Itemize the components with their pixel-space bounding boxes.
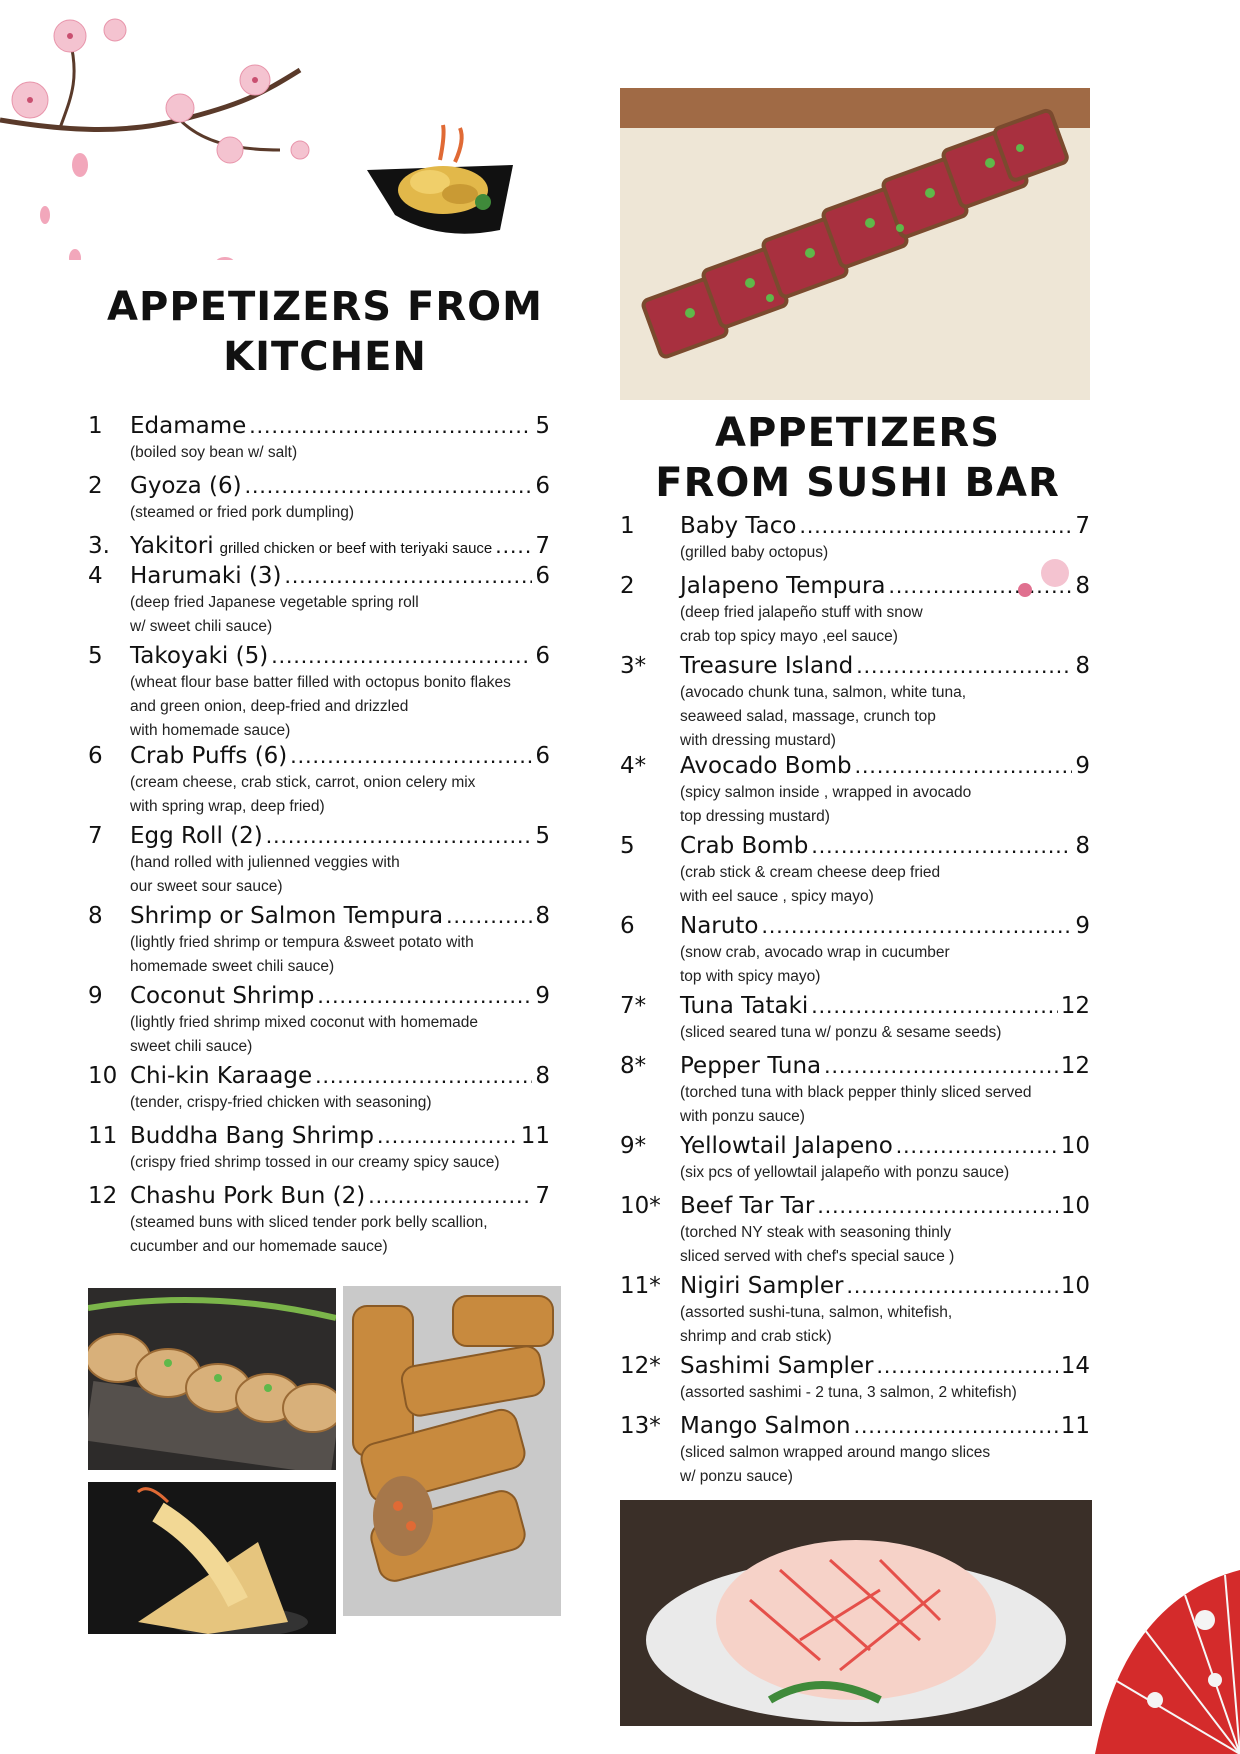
item-inline-description: grilled chicken or beef with teriyaki sauce xyxy=(219,540,493,557)
item-number: 11* xyxy=(620,1273,661,1299)
item-description: (sliced salmon wrapped around mango slices w/ ponzu sauce) xyxy=(680,1444,991,1485)
item-number: 3* xyxy=(620,653,647,679)
item-number: 5 xyxy=(88,643,103,669)
item-number: 4* xyxy=(620,753,647,779)
small-blossom-icon xyxy=(1005,548,1085,608)
dot-leader xyxy=(377,1122,518,1149)
dot-leader xyxy=(856,652,1072,679)
item-description: (torched tuna with black pepper thinly sliced served with ponzu sauce) xyxy=(680,1084,1032,1125)
dot-leader xyxy=(266,822,533,849)
menu-item xyxy=(620,1132,1090,1185)
menu-item-line xyxy=(88,982,550,1009)
item-price: 7 xyxy=(535,533,550,559)
item-price: 11 xyxy=(1060,1413,1090,1439)
item-price: 5 xyxy=(535,413,550,439)
item-description: (snow crab, avocado wrap in cucumber top with spicy mayo) xyxy=(680,944,950,985)
dot-leader xyxy=(761,912,1072,939)
title-line-2: FROM SUSHI BAR xyxy=(655,460,1060,506)
menu-item-line xyxy=(88,902,550,929)
item-price: 8 xyxy=(1075,833,1090,859)
item-name: Naruto xyxy=(680,913,759,939)
item-description: (steamed or fried pork dumpling) xyxy=(130,504,354,521)
item-name: Chi-kin Karaage xyxy=(130,1063,313,1089)
menu-item xyxy=(620,752,1090,829)
menu-item xyxy=(88,532,550,559)
japanese-fan-icon xyxy=(1085,1560,1240,1754)
dot-leader xyxy=(811,992,1057,1019)
item-description: (tender, crispy-fried chicken with seasoning) xyxy=(130,1094,432,1111)
item-name: Shrimp or Salmon Tempura xyxy=(130,903,444,929)
dot-leader xyxy=(315,1062,532,1089)
item-description: (boiled soy bean w/ salt) xyxy=(130,444,298,461)
item-number: 10 xyxy=(88,1063,118,1089)
item-name: Edamame xyxy=(130,413,247,439)
menu-item xyxy=(620,992,1090,1045)
item-description: (sliced seared tuna w/ ponzu & sesame seeds) xyxy=(680,1024,1002,1041)
item-name: Gyoza (6) xyxy=(130,473,242,499)
item-name: Jalapeno Tempura xyxy=(680,573,886,599)
item-price: 12 xyxy=(1060,993,1090,1019)
menu-item xyxy=(620,1352,1090,1405)
menu-item xyxy=(620,832,1090,909)
dot-leader xyxy=(446,902,532,929)
menu-item-line xyxy=(88,822,550,849)
menu-item-line xyxy=(88,1062,550,1089)
dot-leader xyxy=(245,472,533,499)
menu-item xyxy=(88,472,550,525)
item-number: 4 xyxy=(88,563,103,589)
menu-item-line xyxy=(620,652,1090,679)
item-name: Beef Tar Tar xyxy=(680,1193,815,1219)
item-price: 14 xyxy=(1060,1353,1090,1379)
menu-item-line xyxy=(88,562,550,589)
item-number: 9 xyxy=(88,983,103,1009)
menu-item-line xyxy=(88,642,550,669)
dot-leader xyxy=(896,1132,1058,1159)
item-price: 12 xyxy=(1060,1053,1090,1079)
item-price: 10 xyxy=(1060,1133,1090,1159)
item-number: 6 xyxy=(620,913,635,939)
dot-leader xyxy=(290,742,532,769)
menu-item-line xyxy=(620,832,1090,859)
menu-item-line xyxy=(620,1272,1090,1299)
menu-item xyxy=(88,1122,550,1175)
title-line-2: KITCHEN xyxy=(223,334,427,380)
item-description: (grilled baby octopus) xyxy=(680,544,829,561)
dot-leader xyxy=(799,512,1072,539)
item-name: Mango Salmon xyxy=(680,1413,851,1439)
item-name: Baby Taco xyxy=(680,513,797,539)
menu-item-line xyxy=(620,912,1090,939)
dot-leader xyxy=(846,1272,1057,1299)
item-price: 7 xyxy=(535,1183,550,1209)
item-name: Harumaki (3) xyxy=(130,563,282,589)
item-name: Yellowtail Jalapeno xyxy=(680,1133,893,1159)
menu-item-line xyxy=(88,472,550,499)
item-description: (cream cheese, crab stick, carrot, onion celery mix with spring wrap, deep fried) xyxy=(130,774,476,815)
item-price: 8 xyxy=(1075,653,1090,679)
item-number: 7* xyxy=(620,993,647,1019)
title-line-1: APPETIZERS FROM xyxy=(107,284,543,330)
item-name: Nigiri Sampler xyxy=(680,1273,844,1299)
menu-item xyxy=(88,982,550,1059)
item-price: 5 xyxy=(535,823,550,849)
menu-item-line xyxy=(620,992,1090,1019)
dot-leader xyxy=(271,642,532,669)
menu-item-line xyxy=(88,1182,550,1209)
menu-item-line xyxy=(88,412,550,439)
item-price: 8 xyxy=(1075,573,1090,599)
item-price: 9 xyxy=(1075,753,1090,779)
item-name: Buddha Bang Shrimp xyxy=(130,1123,374,1149)
item-description: (lightly fried shrimp or tempura &sweet potato with homemade sweet chili sauce) xyxy=(130,934,474,975)
crab-salad-photo xyxy=(620,1500,1092,1726)
tuna-tataki-photo xyxy=(620,88,1090,400)
item-price: 6 xyxy=(535,563,550,589)
item-price: 6 xyxy=(535,743,550,769)
item-number: 6 xyxy=(88,743,103,769)
item-name: Sashimi Sampler xyxy=(680,1353,874,1379)
item-name: Crab Puffs (6) xyxy=(130,743,288,769)
item-name: Coconut Shrimp xyxy=(130,983,315,1009)
dot-leader xyxy=(317,982,532,1009)
item-description: (assorted sushi-tuna, salmon, whitefish, shrimp and crab stick) xyxy=(680,1304,953,1345)
item-number: 2 xyxy=(620,573,635,599)
item-number: 8* xyxy=(620,1053,647,1079)
gyoza-photo xyxy=(88,1288,336,1470)
item-number: 8 xyxy=(88,903,103,929)
item-description: (wheat flour base batter filled with octopus bonito flakes and green onion, deep-fried and drizzled with homemade sauce) xyxy=(130,674,511,739)
item-description: (crab stick & cream cheese deep fried with eel sauce , spicy mayo) xyxy=(680,864,941,905)
item-description: (deep fried Japanese vegetable spring roll w/ sweet chili sauce) xyxy=(130,594,419,635)
item-number: 12* xyxy=(620,1353,661,1379)
item-description: (avocado chunk tuna, salmon, white tuna, seaweed salad, massage, crunch top with dressing mustard) xyxy=(680,684,967,749)
menu-item xyxy=(620,1412,1090,1489)
item-name: Avocado Bomb xyxy=(680,753,852,779)
item-number: 13* xyxy=(620,1413,661,1439)
menu-item xyxy=(88,742,550,819)
menu-item-line xyxy=(88,532,550,559)
menu-item xyxy=(620,1192,1090,1269)
dot-leader xyxy=(368,1182,532,1209)
shrimp-tempura-photo xyxy=(88,1482,336,1634)
item-description: (steamed buns with sliced tender pork belly scallion, cucumber and our homemade sauce) xyxy=(130,1214,488,1255)
menu-item-line xyxy=(620,1052,1090,1079)
item-number: 7 xyxy=(88,823,103,849)
item-number: 1 xyxy=(620,513,635,539)
menu-item xyxy=(88,1062,550,1115)
item-number: 1 xyxy=(88,413,103,439)
menu-item-line xyxy=(88,742,550,769)
dot-leader xyxy=(285,562,533,589)
item-name: Takoyaki (5) xyxy=(130,643,269,669)
cherry-blossom-branch-icon xyxy=(0,0,330,260)
item-description: (assorted sashimi - 2 tuna, 3 salmon, 2 whitefish) xyxy=(680,1384,1017,1401)
menu-item-line xyxy=(620,1352,1090,1379)
dot-leader xyxy=(855,752,1073,779)
item-name: Pepper Tuna xyxy=(680,1053,822,1079)
item-price: 10 xyxy=(1060,1193,1090,1219)
menu-item xyxy=(620,1272,1090,1349)
menu-item-line xyxy=(88,1122,550,1149)
item-description: (six pcs of yellowtail jalapeño with ponzu sauce) xyxy=(680,1164,1010,1181)
dot-leader xyxy=(811,832,1072,859)
menu-item-line xyxy=(620,1132,1090,1159)
dot-leader xyxy=(495,532,532,559)
item-number: 5 xyxy=(620,833,635,859)
item-price: 6 xyxy=(535,473,550,499)
menu-item xyxy=(620,652,1090,753)
dot-leader xyxy=(249,412,532,439)
item-number: 10* xyxy=(620,1193,661,1219)
menu-item-line xyxy=(620,752,1090,779)
item-name: Tuna Tataki xyxy=(680,993,809,1019)
item-price: 9 xyxy=(535,983,550,1009)
tempura-bowl-photo xyxy=(365,120,515,240)
item-number: 12 xyxy=(88,1183,118,1209)
item-name: Chashu Pork Bun (2) xyxy=(130,1183,366,1209)
item-description: (lightly fried shrimp mixed coconut with homemade sweet chili sauce) xyxy=(130,1014,479,1055)
title-line-1: APPETIZERS xyxy=(714,410,1001,456)
dot-leader xyxy=(876,1352,1057,1379)
menu-item-line xyxy=(620,1192,1090,1219)
menu-item xyxy=(620,912,1090,989)
item-description: (torched NY steak with seasoning thinly sliced served with chef's special sauce ) xyxy=(680,1224,955,1265)
dot-leader xyxy=(824,1052,1058,1079)
item-price: 9 xyxy=(1075,913,1090,939)
menu-item xyxy=(88,412,550,465)
item-description: (deep fried jalapeño stuff with snow crab top spicy mayo ,eel sauce) xyxy=(680,604,923,645)
menu-item xyxy=(88,822,550,899)
item-name: Egg Roll (2) xyxy=(130,823,263,849)
item-number: 2 xyxy=(88,473,103,499)
item-price: 6 xyxy=(535,643,550,669)
item-name: Treasure Island xyxy=(680,653,854,679)
sushi-bar-appetizers-title xyxy=(620,408,1095,508)
item-price: 8 xyxy=(535,903,550,929)
item-name: Yakitori xyxy=(130,533,214,559)
item-number: 3. xyxy=(88,533,110,559)
dot-leader xyxy=(817,1192,1057,1219)
item-name: Crab Bomb xyxy=(680,833,809,859)
item-description: (spicy salmon inside , wrapped in avocado top dressing mustard) xyxy=(680,784,972,825)
menu-item-line xyxy=(620,512,1090,539)
item-description: (crispy fried shrimp tossed in our creamy spicy sauce) xyxy=(130,1154,500,1171)
menu-item xyxy=(88,642,550,743)
item-number: 11 xyxy=(88,1123,118,1149)
item-description: (hand rolled with julienned veggies with our sweet sour sauce) xyxy=(130,854,400,895)
menu-item xyxy=(620,1052,1090,1129)
menu-item xyxy=(88,1182,550,1259)
item-price: 7 xyxy=(1075,513,1090,539)
item-number: 9* xyxy=(620,1133,647,1159)
item-price: 8 xyxy=(535,1063,550,1089)
dot-leader xyxy=(854,1412,1058,1439)
item-price: 10 xyxy=(1060,1273,1090,1299)
item-price: 11 xyxy=(520,1123,550,1149)
menu-item-line xyxy=(620,1412,1090,1439)
egg-roll-photo xyxy=(343,1286,561,1616)
menu-item xyxy=(88,902,550,979)
menu-item xyxy=(88,562,550,639)
kitchen-appetizers-title xyxy=(100,282,550,382)
